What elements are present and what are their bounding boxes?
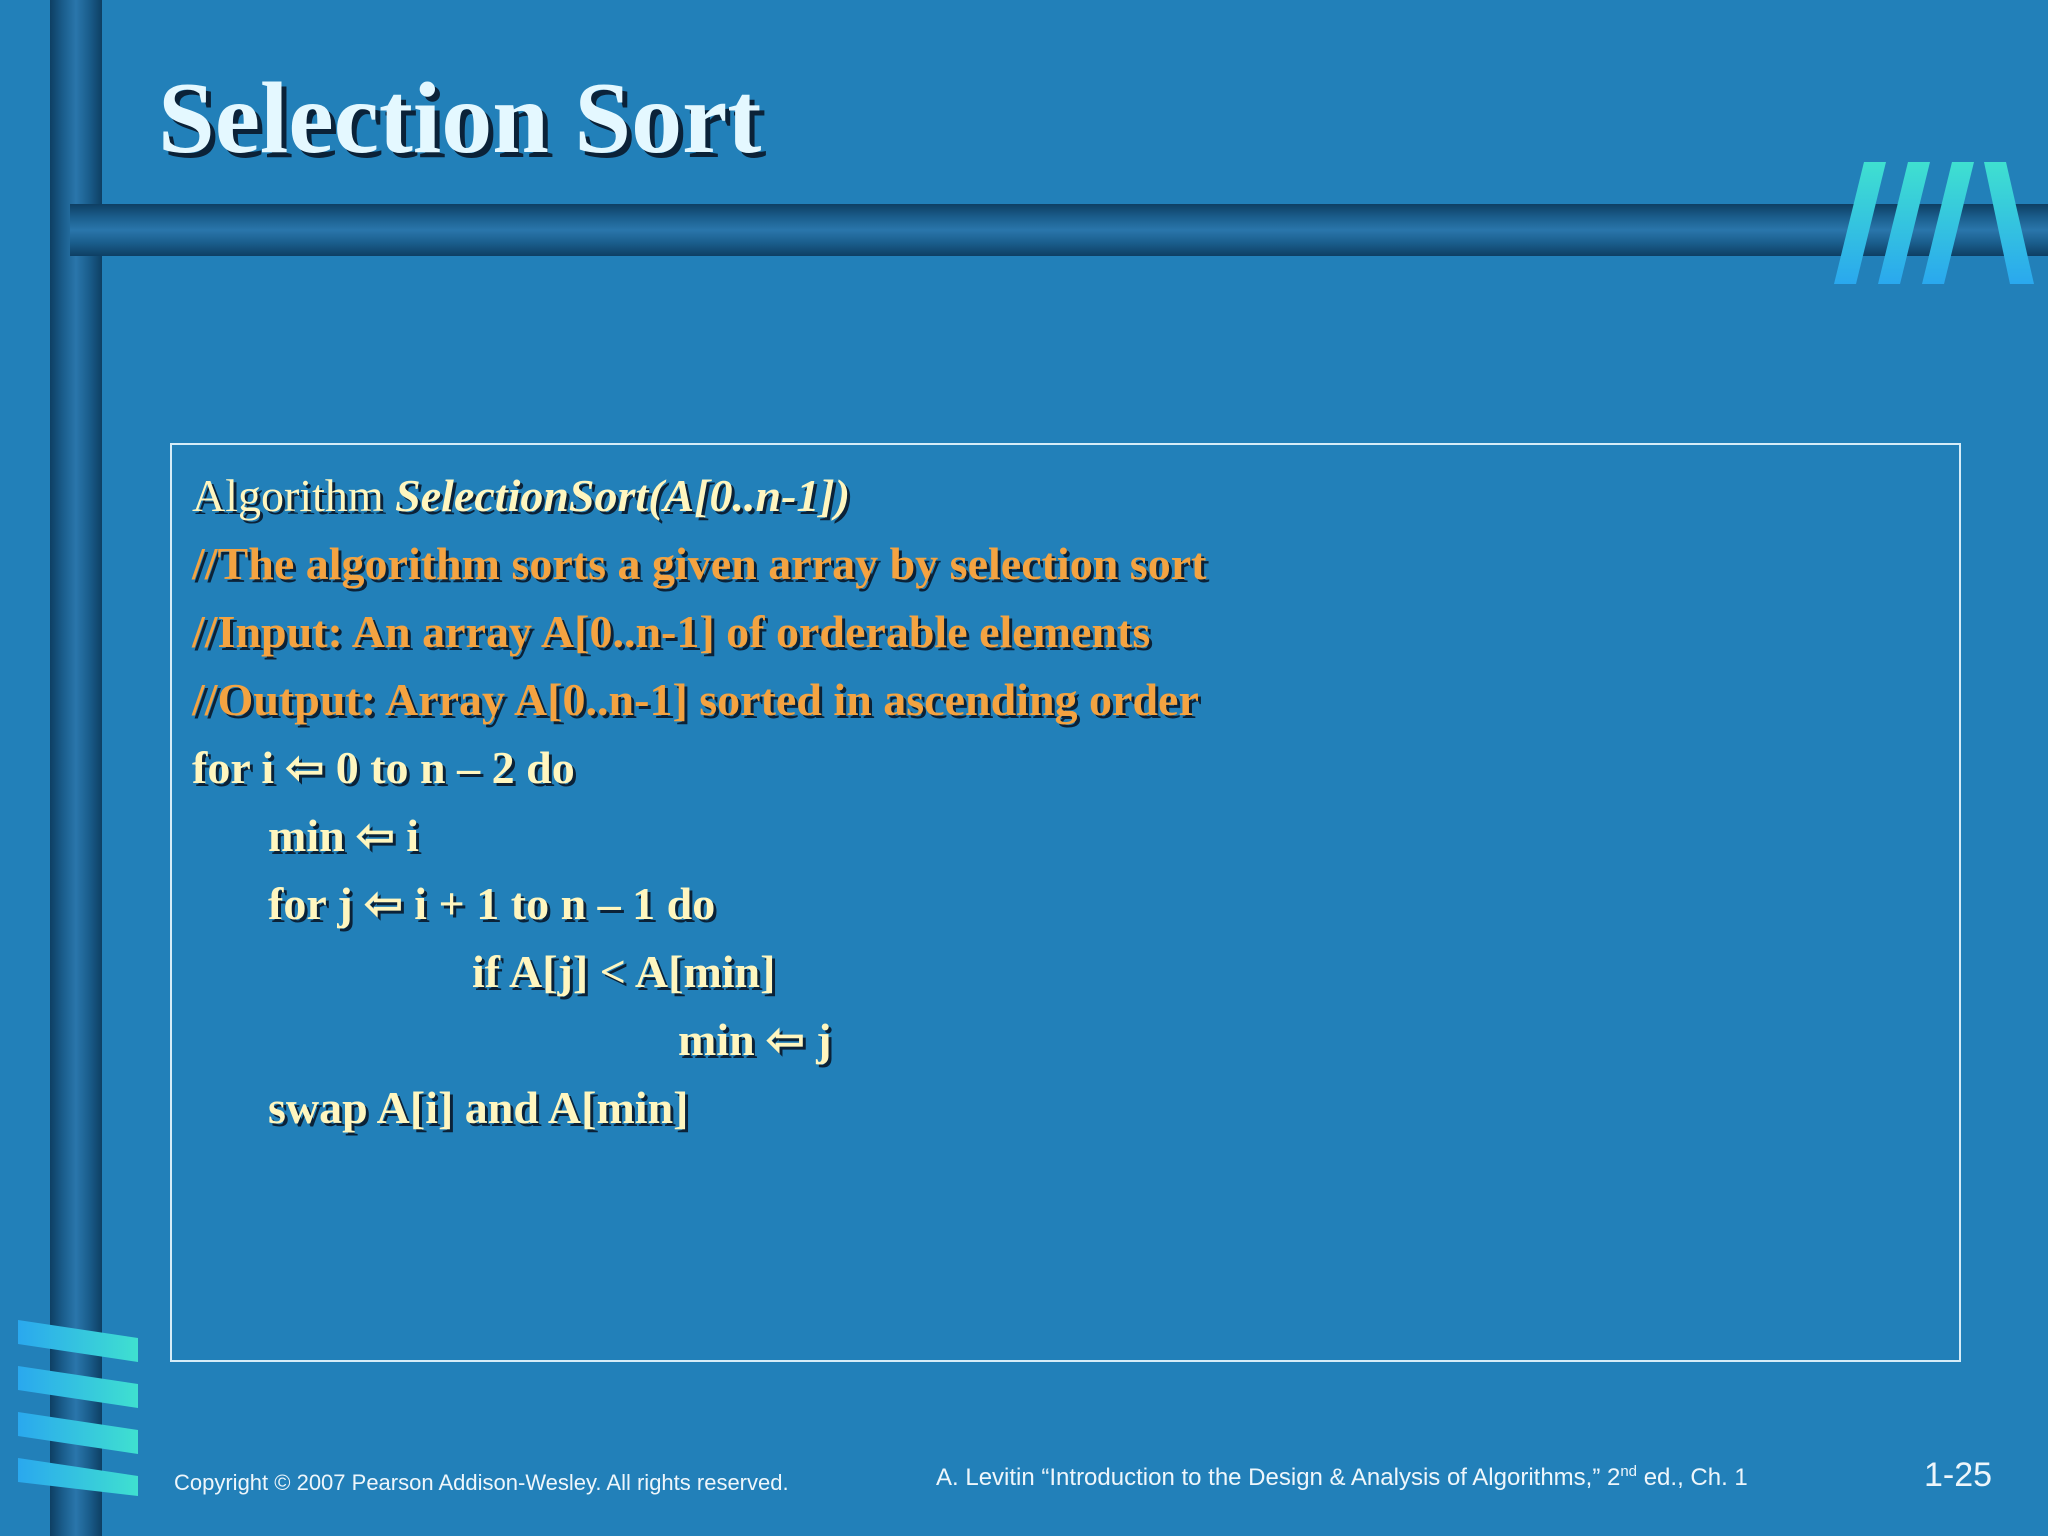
comment-line: //Input: An array A[0..n-1] of orderable elements [192,606,1151,657]
aw-stripes-logo-icon [1834,162,2034,286]
algorithm-header [192,466,850,526]
reference-superscript: nd [1620,1463,1638,1480]
code-statement: if A[j] < A[min] [472,946,776,997]
title-underline-bar [70,204,2048,256]
algorithm-name: SelectionSort(A[0..n-1]) [395,470,851,521]
code-statement: min ⇦ j [678,1014,832,1065]
algorithm-keyword: Algorithm [192,470,396,521]
comment-line: //Output: Array A[0..n-1] sorted in ascending order [192,674,1199,725]
code-statement: min ⇦ i [268,810,420,861]
book-reference [936,1464,1748,1492]
reference-prefix: A. Levitin “Introduction to the Design & Analysis of Algorithms,” 2 [936,1464,1621,1491]
diagonal-stripes-logo-icon [12,1320,140,1496]
reference-suffix: ed., Ch. 1 [1637,1464,1748,1491]
code-statement: for j ⇦ i + 1 to n – 1 do [268,878,716,929]
code-statement: swap A[i] and A[min] [268,1082,689,1133]
copyright-text: Copyright © 2007 Pearson Addison-Wesley. All rights reserved. [174,1470,789,1495]
comment-line: //The algorithm sorts a given array by selection sort [192,538,1207,589]
slide-title: Selection Sort [158,62,762,175]
page-number: 1-25 [1924,1456,1993,1494]
code-statement: for i ⇦ 0 to n – 2 do [192,742,575,793]
